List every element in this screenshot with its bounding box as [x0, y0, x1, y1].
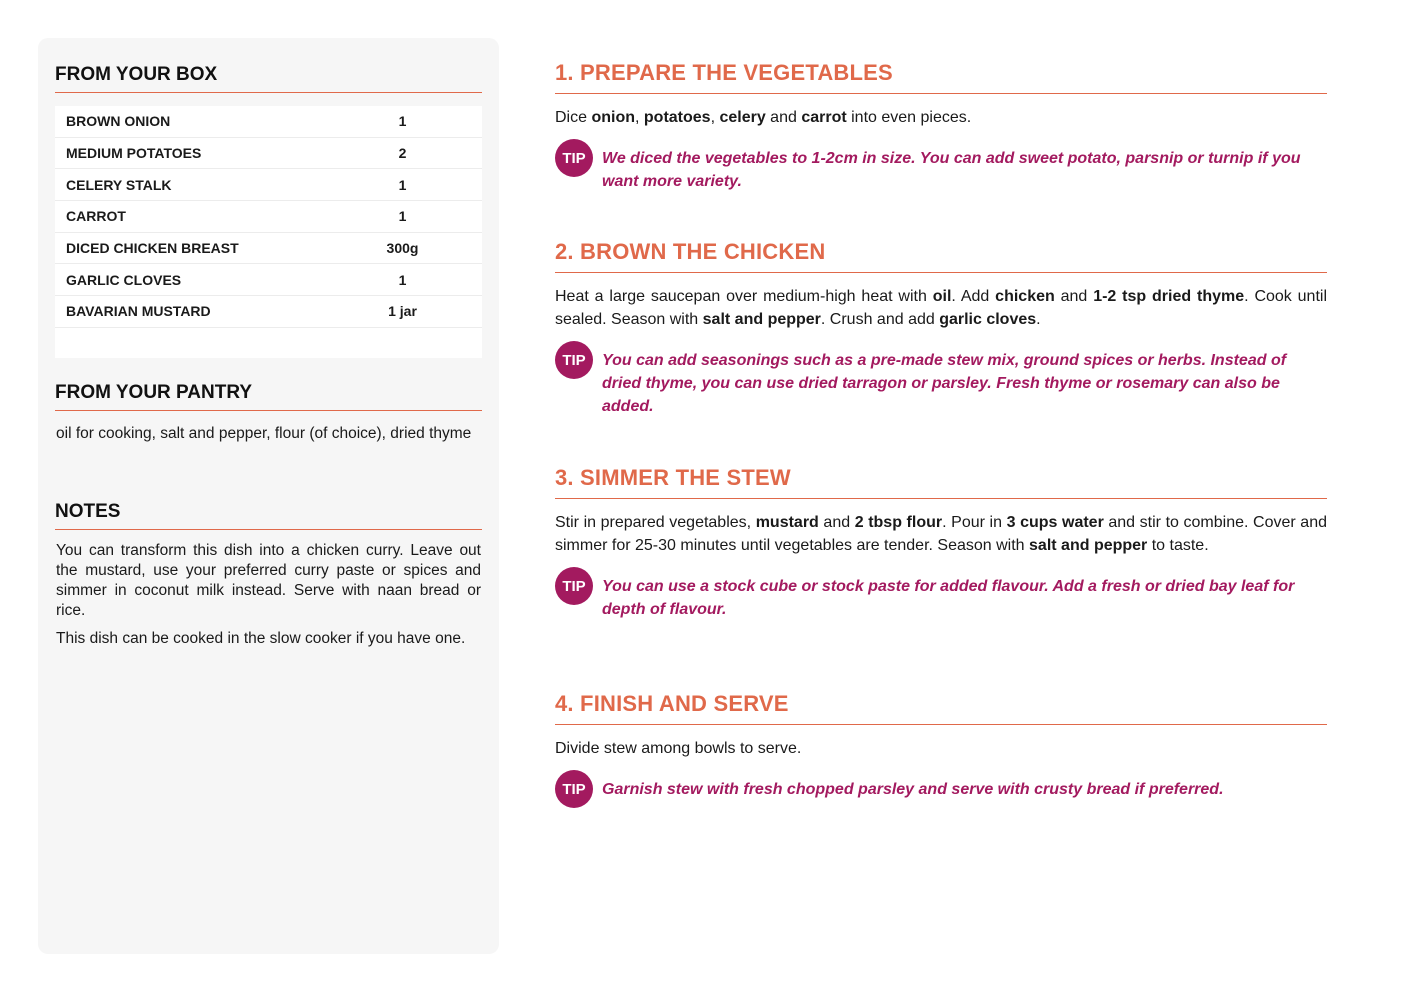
tip-text: You can use a stock cube or stock paste for added flavour. Add a fresh or dried bay leaf for depth of flavour. — [602, 578, 1295, 618]
bold-ingredient: 2 tbsp flour — [854, 514, 943, 531]
step-title: 2. BROWN THE CHICKEN — [555, 239, 1327, 273]
notes-paragraph: You can transform this dish into a chicken curry. Leave out the mustard, use your preferred curry paste or spices and simmer in coconut milk instead. Serve with naan bread or rice. — [56, 542, 481, 619]
step-instructions: Stir in prepared vegetables, mustard and 2 tbsp flour. Pour in 3 cups water and stir to combine. Cover and simmer for 25-30 minutes until vegetables are tender. Season with salt and pepper to taste. — [555, 514, 1327, 554]
ingredients-sidebar — [38, 38, 499, 954]
tip-badge-icon: TIP — [555, 139, 593, 177]
ingredient-name: CARROT — [66, 208, 126, 225]
table-row — [55, 138, 482, 170]
ingredient-name: MEDIUM POTATOES — [66, 145, 202, 162]
step-title: 1. PREPARE THE VEGETABLES — [555, 60, 1327, 94]
box-heading: FROM YOUR BOX — [55, 64, 482, 93]
ingredient-name: BAVARIAN MUSTARD — [66, 303, 211, 320]
bold-ingredient: onion — [591, 109, 635, 126]
ingredient-qty: 1 jar — [388, 303, 417, 320]
notes-heading: NOTES — [55, 501, 482, 530]
step-title: 4. FINISH AND SERVE — [555, 691, 1327, 725]
ingredient-qty: 2 — [398, 145, 407, 162]
table-row — [55, 106, 482, 138]
step-2 — [555, 239, 1327, 418]
ingredient-qty: 1 — [398, 113, 407, 130]
ingredient-qty: 1 — [398, 208, 407, 225]
table-row — [55, 296, 482, 328]
tip — [555, 145, 1327, 193]
tip — [555, 347, 1327, 418]
ingredient-name: DICED CHICKEN BREAST — [66, 240, 239, 257]
bold-ingredient: salt and pepper — [1029, 537, 1148, 554]
bold-ingredient: garlic cloves — [939, 311, 1037, 328]
step-4 — [555, 691, 1327, 808]
step-instructions: Dice onion, potatoes, celery and carrot into even pieces. — [555, 109, 972, 126]
ingredient-name: CELERY STALK — [66, 176, 172, 193]
step-instructions: Divide stew among bowls to serve. — [555, 740, 802, 757]
ingredient-qty: 1 — [398, 176, 407, 193]
ingredient-name: BROWN ONION — [66, 113, 171, 130]
pantry-heading: FROM YOUR PANTRY — [55, 382, 482, 411]
table-row — [55, 201, 482, 233]
notes-paragraph: This dish can be cooked in the slow cooker if you have one. — [56, 630, 466, 647]
tip-badge-icon: TIP — [555, 341, 593, 379]
bold-ingredient: potatoes — [643, 109, 711, 126]
tip-text: You can add seasonings such as a pre-made stew mix, ground spices or herbs. Instead of dried thyme, you can use dried tarragon or parsley. Fresh thyme or rosemary can also be added. — [602, 352, 1287, 415]
bold-ingredient: 3 cups water — [1006, 514, 1104, 531]
bold-ingredient: 1-2 tsp dried thyme — [1093, 288, 1245, 305]
notes-body — [56, 541, 481, 657]
table-row — [55, 233, 482, 265]
tip-badge-icon: TIP — [555, 770, 593, 808]
ingredient-qty: 300g — [386, 240, 419, 257]
box-ingredients-table — [55, 106, 482, 358]
bold-ingredient: salt and pepper — [702, 311, 821, 328]
ingredient-qty: 1 — [398, 271, 407, 288]
step-title: 3. SIMMER THE STEW — [555, 465, 1327, 499]
tip-badge-icon: TIP — [555, 567, 593, 605]
pantry-list: oil for cooking, salt and pepper, flour (of choice), dried thyme — [56, 425, 472, 442]
step-3 — [555, 465, 1327, 621]
tip-text: Garnish stew with fresh chopped parsley and serve with crusty bread if preferred. — [602, 781, 1224, 798]
bold-ingredient: carrot — [801, 109, 847, 126]
bold-ingredient: celery — [719, 109, 766, 126]
bold-ingredient: oil — [932, 288, 952, 305]
table-row — [55, 264, 482, 296]
table-row — [55, 169, 482, 201]
bold-ingredient: chicken — [995, 288, 1055, 305]
tip-text: We diced the vegetables to 1-2cm in size. You can add sweet potato, parsnip or turnip if you want more variety. — [602, 150, 1301, 190]
step-1 — [555, 60, 1327, 193]
ingredient-name: GARLIC CLOVES — [66, 271, 182, 288]
tip — [555, 573, 1327, 621]
step-instructions: Heat a large saucepan over medium-high heat with oil. Add chicken and 1-2 tsp dried thyme. Cook until sealed. Season with salt and pepper. Crush and add garlic cloves. — [555, 288, 1328, 328]
tip — [555, 776, 1327, 808]
bold-ingredient: mustard — [755, 514, 819, 531]
